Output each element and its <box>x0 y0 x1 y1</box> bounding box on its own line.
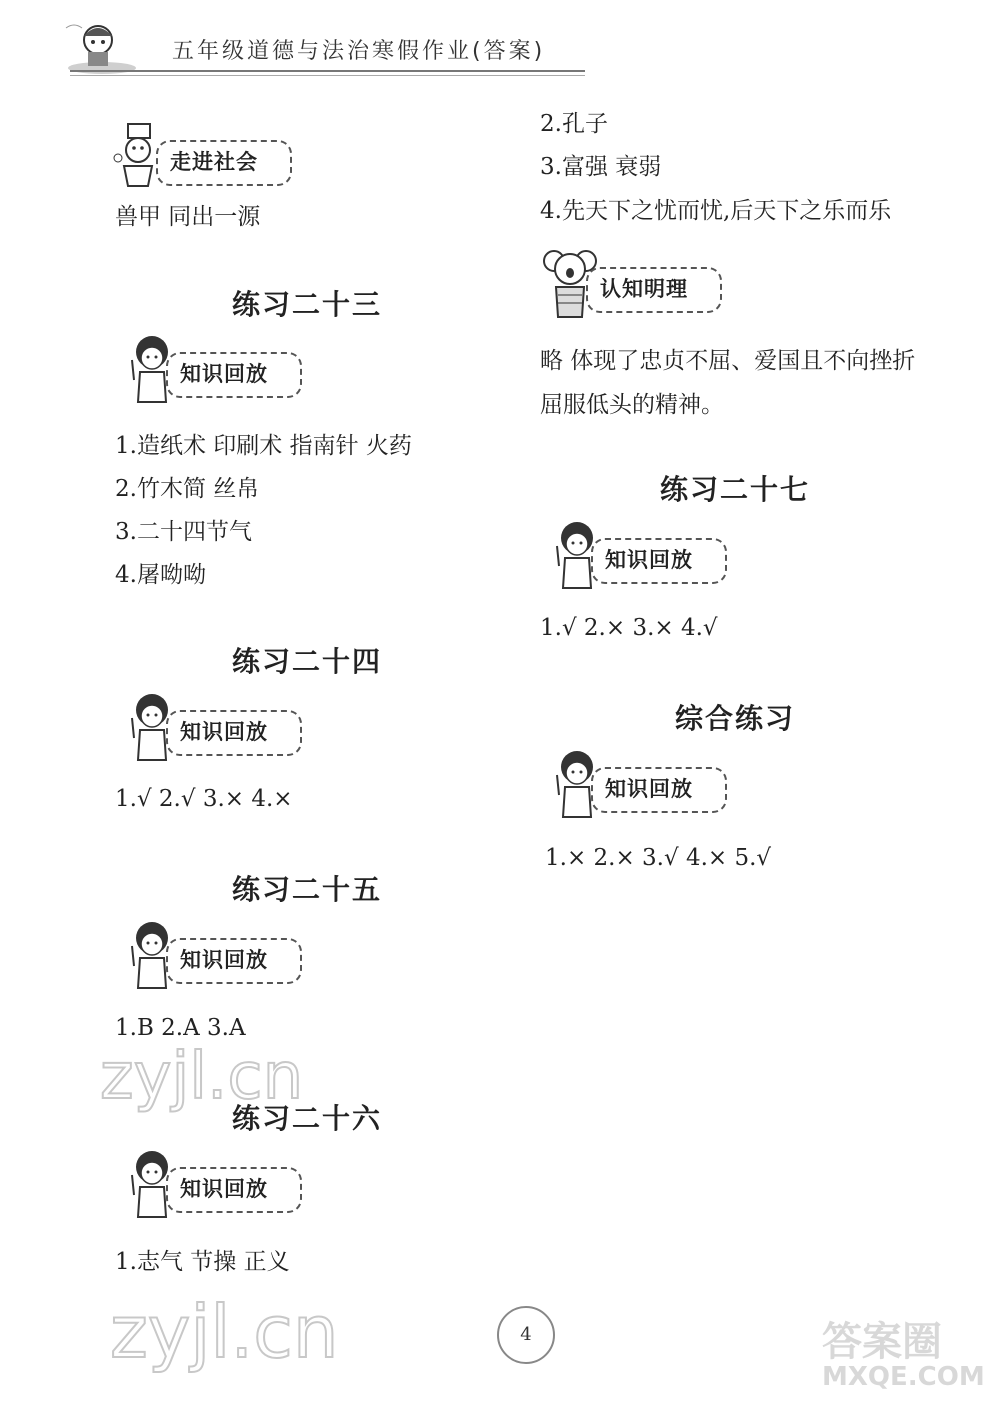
comprehensive-title: 综合练习 <box>675 702 796 735</box>
ex23-answer-1: 1.造纸术 印刷术 指南针 火药 <box>115 433 412 459</box>
ex23-title: 练习二十三 <box>232 288 383 321</box>
comprehensive-tag <box>545 745 735 825</box>
comprehensive-tag-label: 知识回放 <box>605 777 693 801</box>
ex24-tag-label: 知识回放 <box>180 720 268 744</box>
page-number: 4 <box>497 1306 555 1364</box>
watermark-zyjl-2: zyjl.cn <box>110 1290 339 1374</box>
ex24-title: 练习二十四 <box>232 645 383 678</box>
ex23-tag-label: 知识回放 <box>180 362 268 386</box>
ex24-answers: 1.√ 2.√ 3.× 4.× <box>115 786 293 812</box>
ex25-tag-label: 知识回放 <box>180 948 268 972</box>
social-tag-label: 走进社会 <box>170 150 258 174</box>
watermark-zyjl-1: zyjl.cn <box>100 1040 304 1114</box>
social-tag <box>110 118 300 198</box>
header-mascot-icon <box>62 16 152 76</box>
ex26-title: 练习二十六 <box>232 1102 383 1135</box>
ex26-answer-2: 2.孔子 <box>540 111 608 137</box>
ex23-answer-2: 2.竹木简 丝帛 <box>115 476 260 502</box>
ex26-answer-1: 1.志气 节操 正义 <box>115 1249 290 1275</box>
social-answer: 兽甲 同出一源 <box>115 204 261 230</box>
understand-answer-line-2: 屈服低头的精神。 <box>540 392 724 418</box>
ex27-title: 练习二十七 <box>660 473 811 506</box>
ex27-answers: 1.√ 2.× 3.× 4.√ <box>540 615 718 641</box>
header-title: 五年级道德与法治寒假作业(答案) <box>172 39 546 64</box>
ex25-title: 练习二十五 <box>232 873 383 906</box>
comprehensive-answers: 1.× 2.× 3.√ 4.× 5.√ <box>545 845 772 871</box>
understand-tag <box>540 245 730 325</box>
ex23-tag <box>120 330 310 410</box>
header-divider-thin <box>70 75 585 76</box>
ex26-tag <box>120 1145 310 1225</box>
ex23-answer-4: 4.屠呦呦 <box>115 562 206 588</box>
ex24-tag <box>120 688 310 768</box>
ex27-tag <box>545 516 735 596</box>
ex23-answer-3: 3.二十四节气 <box>115 519 252 545</box>
watermark-mxqe: MXQE.COM <box>822 1362 985 1392</box>
ex27-tag-label: 知识回放 <box>605 548 693 572</box>
ex26-tag-label: 知识回放 <box>180 1177 268 1201</box>
ex25-tag <box>120 916 310 996</box>
ex25-answers: 1.B 2.A 3.A <box>115 1015 246 1041</box>
header-divider <box>70 70 585 72</box>
watermark-daan: 答案圈 <box>822 1319 942 1365</box>
ex26-answer-4: 4.先天下之忧而忧,后天下之乐而乐 <box>540 198 892 224</box>
understand-tag-label: 认知明理 <box>600 277 688 301</box>
understand-answer-line-1: 略 体现了忠贞不屈、爱国且不向挫折 <box>540 348 916 374</box>
ex26-answer-3: 3.富强 衰弱 <box>540 154 662 180</box>
